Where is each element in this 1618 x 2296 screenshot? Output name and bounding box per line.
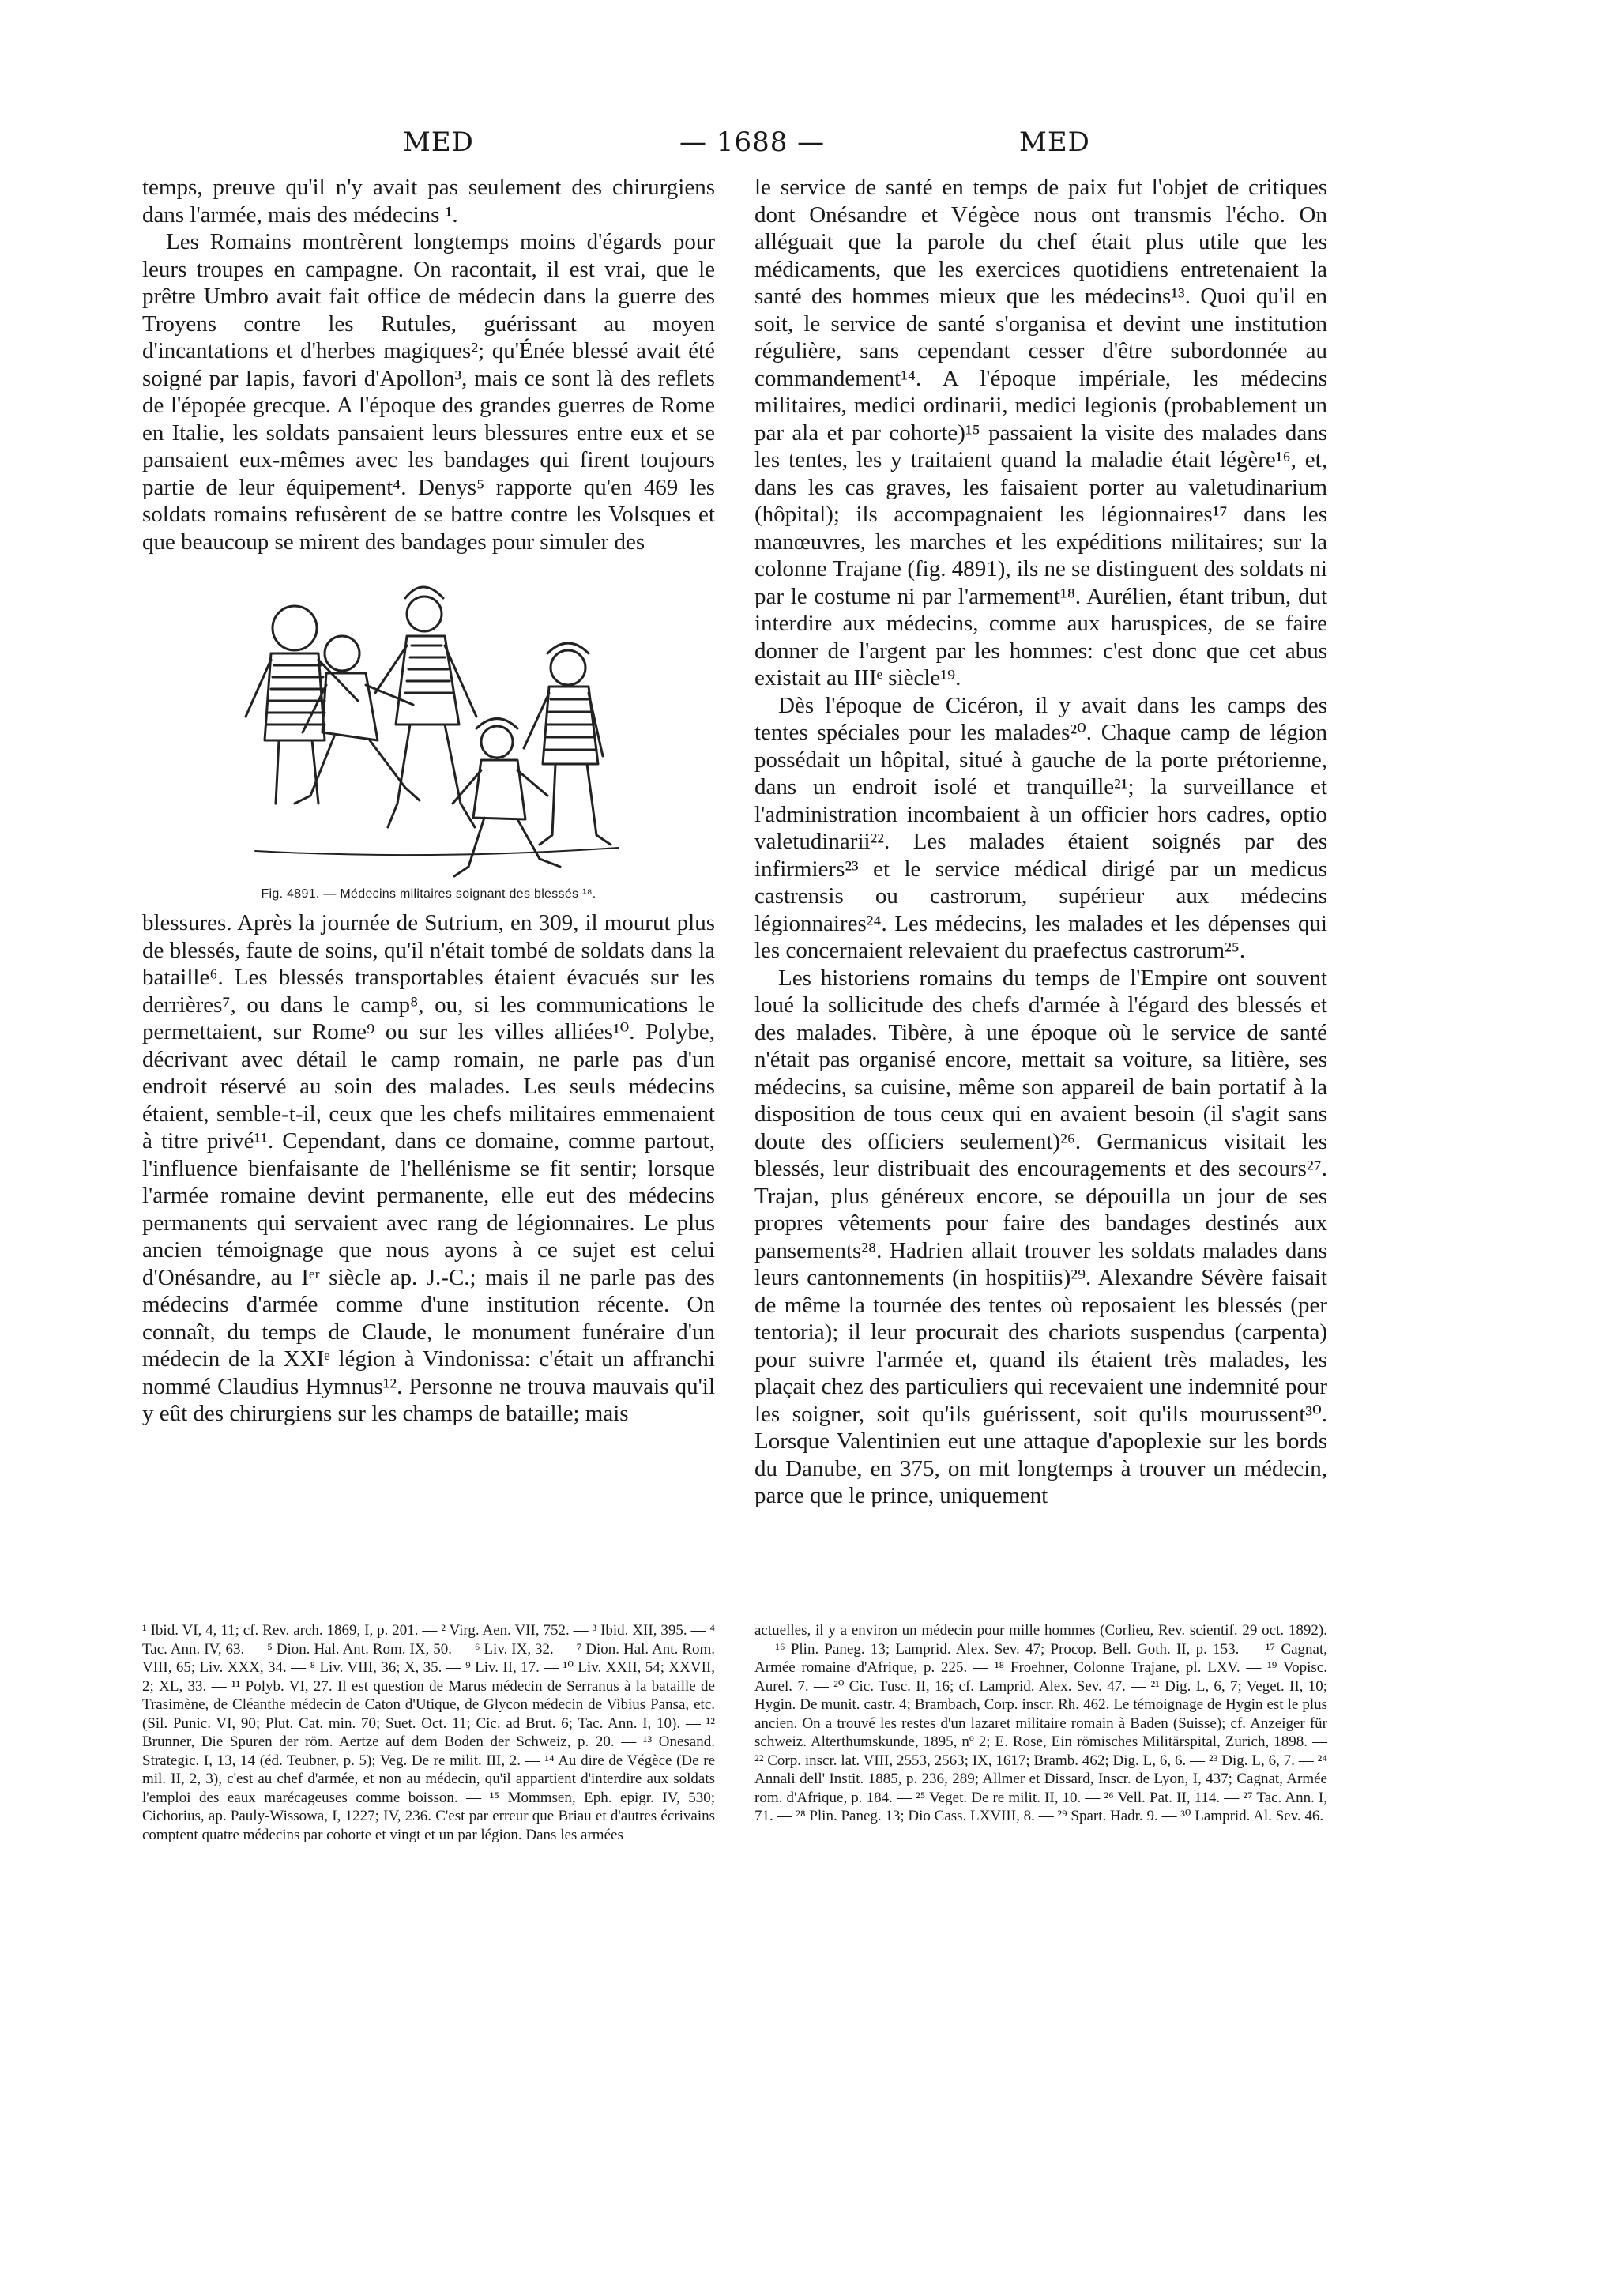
footnote-block: ¹ Ibid. VI, 4, 11; cf. Rev. arch. 1869, I, p. 201. — ² Virg. Aen. VII, 752. — ³ Ibid. XII, 395. — ⁴ Tac. Ann. IV, 63. — ⁵ Dion. Hal. Ant. Rom. IX, 50. — ⁶ Liv. IX, 32. — ⁷ Dion. Hal. Ant. Rom. VIII, 65; Liv. XXX, 34. — ⁸ Liv. VIII, 36; X, 35. — ⁹ Liv. II, 17. — ¹⁰ Liv. XXII, 54; XXVII, 2; XL, 33. — ¹¹ Polyb. VI, 27. Il est question de Marus médecin de Serranus à la bataille de Trasimène, de Cléanthe médecin de Caton d'Utique, de Glycon médecin de Vibius Pansa, etc. (Sil. Punic. VI, 90; Plut. Cat. min. 70; Suet. Oct. 11; Cic. ad Brut. 6; Tac. Ann. I, 10). — ¹² Brunner, Die Spuren der röm. Aertze auf dem Boden der Schweiz, p. 20. — ¹³ Onesand. Strategic. I, 13, 14 (éd. Teubner, p. 5); Veg. De re milit. III, 2. — ¹⁴ Au dire de Végèce (De re mil. II, 2, 3), c'est au chef d'armée, et non au médecin, qu'il appartient d'interdire aux soldats l'emploi des eaux marécageuses comme boisson. — ¹⁵ Mommsen, Eph. epigr. IV, 530; Cichorius, ap. Pauly-Wissowa, I, 1227; IV, 236. C'est par erreur que Briau et d'autres écrivains comptent quatre médecins par cohorte et vingt et un par légion. Dans les armées — [142, 1622, 715, 1843]
figure-4891 — [142, 566, 715, 901]
header-right-word: MED — [1019, 126, 1090, 158]
paragraph: Dès l'époque de Cicéron, il y avait dans les camps des tentes spéciales pour les malades²⁰. Chaque camp de légion possédait un hôpital, situé à gauche de la porte prétorienne, dans un endroit isolé et tranquille²¹; la surveillance et l'administration incombaient à un officier hors cadres, optio valetudinarii²². Les malades étaient soignés par des infirmiers²³ et le service médical dirigé par un medicus castrensis ou castrorum, supérieur aux médecins légionnaires²⁴. Les médecins, les malades et les dépenses qui les concernaient relevaient du praefectus castrorum²⁵. — [754, 692, 1327, 963]
header-left-word: MED — [403, 126, 474, 158]
soldier-figure-5 — [524, 643, 611, 845]
right-column — [754, 174, 1327, 1510]
page-number: — 1688 — — [679, 126, 826, 158]
paragraph: Les historiens romains du temps de l'Empire ont souvent loué la sollicitude des chefs d'armée à l'égard des blessés et des malades. Tibère, à une époque où le service de santé n'était pas organisé encore, mettait sa voiture, sa litière, ses médecins, sa cuisine, même son appareil de bain portatif à la disposition de tous ceux qui en avaient besoin (il s'agit sans doute des officiers seulement)²⁶. Germanicus visitait les blessés, leur distribuait des encouragements et des secours²⁷. Trajan, plus généreux encore, se dépouilla un jour de ses propres vêtements pour faire des bandages destinés aux pansements²⁸. Hadrien allait trouver les soldats malades dans leurs cantonnements (in hospitiis)²⁹. Alexandre Sévère faisait de même la tournée des tentes où reposaient les blessés (per tentoria); il leur procurait des chariots suspendus (carpenta) pour suivre l'armée et, quand ils étaient très malades, les plaçait chez des particuliers qui recevaient une indemnité pour les soigner, soit qu'ils guérissent, soit qu'ils mourussent³⁰. Lorsque Valentinien eut une attaque d'apoplexie sur les bords du Danube, en 375, on mit longtemps à trouver un médecin, parce que le prince, uniquement — [754, 965, 1327, 1508]
figure-illustration — [208, 566, 650, 883]
footnotes-right — [754, 1621, 1327, 1826]
paragraph: le service de santé en temps de paix fut l'objet de critiques dont Onésandre et Végèce nous ont transmis l'écho. On alléguait que la parole du chef était plus utile que les médicaments, que les exercices quotidiens entretenaient la santé des hommes mieux que les médecins¹³. Quoi qu'il en soit, le service de santé s'organisa et devint une institution régulière, sans cependant cesser d'être subordonnée au commandement¹⁴. A l'époque impériale, les médecins militaires, medici ordinarii, medici legionis (probablement un par ala et par cohorte)¹⁵ passaient la visite des malades dans les tentes, les y traitaient quand la maladie était légère¹⁶, et, dans les cas graves, les faisaient porter au valetudinarium (hôpital); ils accompagnaient les légionnaires¹⁷ dans les manœuvres, les marches et les expéditions militaires; sur la colonne Trajane (fig. 4891), ils ne se distinguent des soldats ni par le costume ni par l'armement¹⁸. Aurélien, étant tribun, dut interdire aux médecins, comme aux haruspices, de se faire donner de l'argent par les hommes: c'est donc que cet abus existait au IIIᵉ siècle¹⁹. — [754, 175, 1327, 691]
paragraph: blessures. Après la journée de Sutrium, en 309, il mourut plus de blessés, faute de soins, qu'il n'était tombé de soldats dans la bataille⁶. Les blessés transportables étaient évacués sur les derrières⁷, ou dans le camp⁸, ou, si les communications le permettaient, sur Rome⁹ ou sur les villes alliées¹⁰. Polybe, décrivant avec détail le camp romain, ne parle pas d'un endroit réservé au soin des malades. Les seuls médecins étaient, semble-t-il, ceux que les chefs militaires emmenaient à titre privé¹¹. Cependant, dans ce domaine, comme partout, l'influence bienfaisante de l'hellénisme se fit sentir; lorsque l'armée romaine devint permanente, elle eut des médecins permanents qui servaient avec rang de légionnaires. Le plus ancien témoignage que nous ayons à ce sujet est celui d'Onésandre, au Iᵉʳ siècle ap. J.-C.; mais il ne parle pas des médecins d'armée comme d'une institution récente. On connaît, du temps de Claude, le monument funéraire d'un médecin de la XXIᵉ légion à Vindonissa: c'était un affranchi nommé Claudius Hymnus¹². Personne ne trouva mauvais qu'il y eût des chirurgiens sur les champs de bataille; mais — [142, 910, 715, 1426]
paragraph: temps, preuve qu'il n'y avait pas seulement des chirurgiens dans l'armée, mais des médecins ¹. — [142, 175, 715, 228]
figure-caption: Fig. 4891. — Médecins militaires soignant des blessés ¹⁸. — [261, 887, 596, 901]
paragraph: Les Romains montrèrent longtemps moins d'égards pour leurs troupes en campagne. On racontait, il est vrai, que le prêtre Umbro avait fait office de médecin dans la guerre des Troyens contre les Rutules, guérissant au moyen d'incantations et d'herbes magiques²; qu'Énée blessé avait été soigné par Iapis, favori d'Apollon³, mais ce sont là des reflets de l'épopée grecque. A l'époque des grandes guerres de Rome en Italie, les soldats pansaient leurs blessures entre eux et se pansaient eux-mêmes avec les bandages qui firent toujours partie de leur équipement⁴. Denys⁵ rapporte qu'en 469 les soldats romains refusèrent de se battre contre les Volsques et que beaucoup se mirent des bandages pour simuler des — [142, 229, 715, 555]
left-column — [142, 174, 715, 1428]
footnote-block: actuelles, il y a environ un médecin pour mille hommes (Corlieu, Rev. scientif. 29 oct. 1892). — ¹⁶ Plin. Paneg. 13; Lamprid. Alex. Sev. 47; Procop. Bell. Goth. II, p. 153. — ¹⁷ Cagnat, Armée romaine d'Afrique, p. 225. — ¹⁸ Froehner, Colonne Trajane, pl. LXV. — ¹⁹ Vopisc. Aurel. 7. — ²⁰ Cic. Tusc. II, 16; cf. Lamprid. Alex. Sev. 47. — ²¹ Dig. L, 6, 7; Veget. II, 10; Hygin. De munit. castr. 4; Brambach, Corp. inscr. Rh. 462. Le témoignage de Hygin est le plus ancien. On a trouvé les restes d'un lazaret militaire romain à Baden (Suisse); cf. Anzeiger für schweiz. Alterthumskunde, 1895, nº 2; E. Rose, Ein römisches Militärspital, Zurich, 1898. — ²² Corp. inscr. lat. VIII, 2553, 2563; IX, 1617; Bramb. 462; Dig. L, 6, 6. — ²³ Dig. L, 6, 7. — ²⁴ Annali dell' Instit. 1885, p. 236, 289; Allmer et Dissard, Inscr. de Lyon, I, 437; Cagnat, Armée rom. d'Afrique, p. 184. — ²⁵ Veget. De re milit. II, 10. — ²⁶ Vell. Pat. II, 114. — ²⁷ Tac. Ann. I, 71. — ²⁸ Plin. Paneg. 13; Dio Cass. LXVIII, 8. — ²⁹ Spart. Hadr. 9. — ³⁰ Lamprid. Al. Sev. 46. — [754, 1622, 1327, 1824]
doctor-figure — [375, 587, 476, 827]
footnotes-left — [142, 1621, 715, 1844]
